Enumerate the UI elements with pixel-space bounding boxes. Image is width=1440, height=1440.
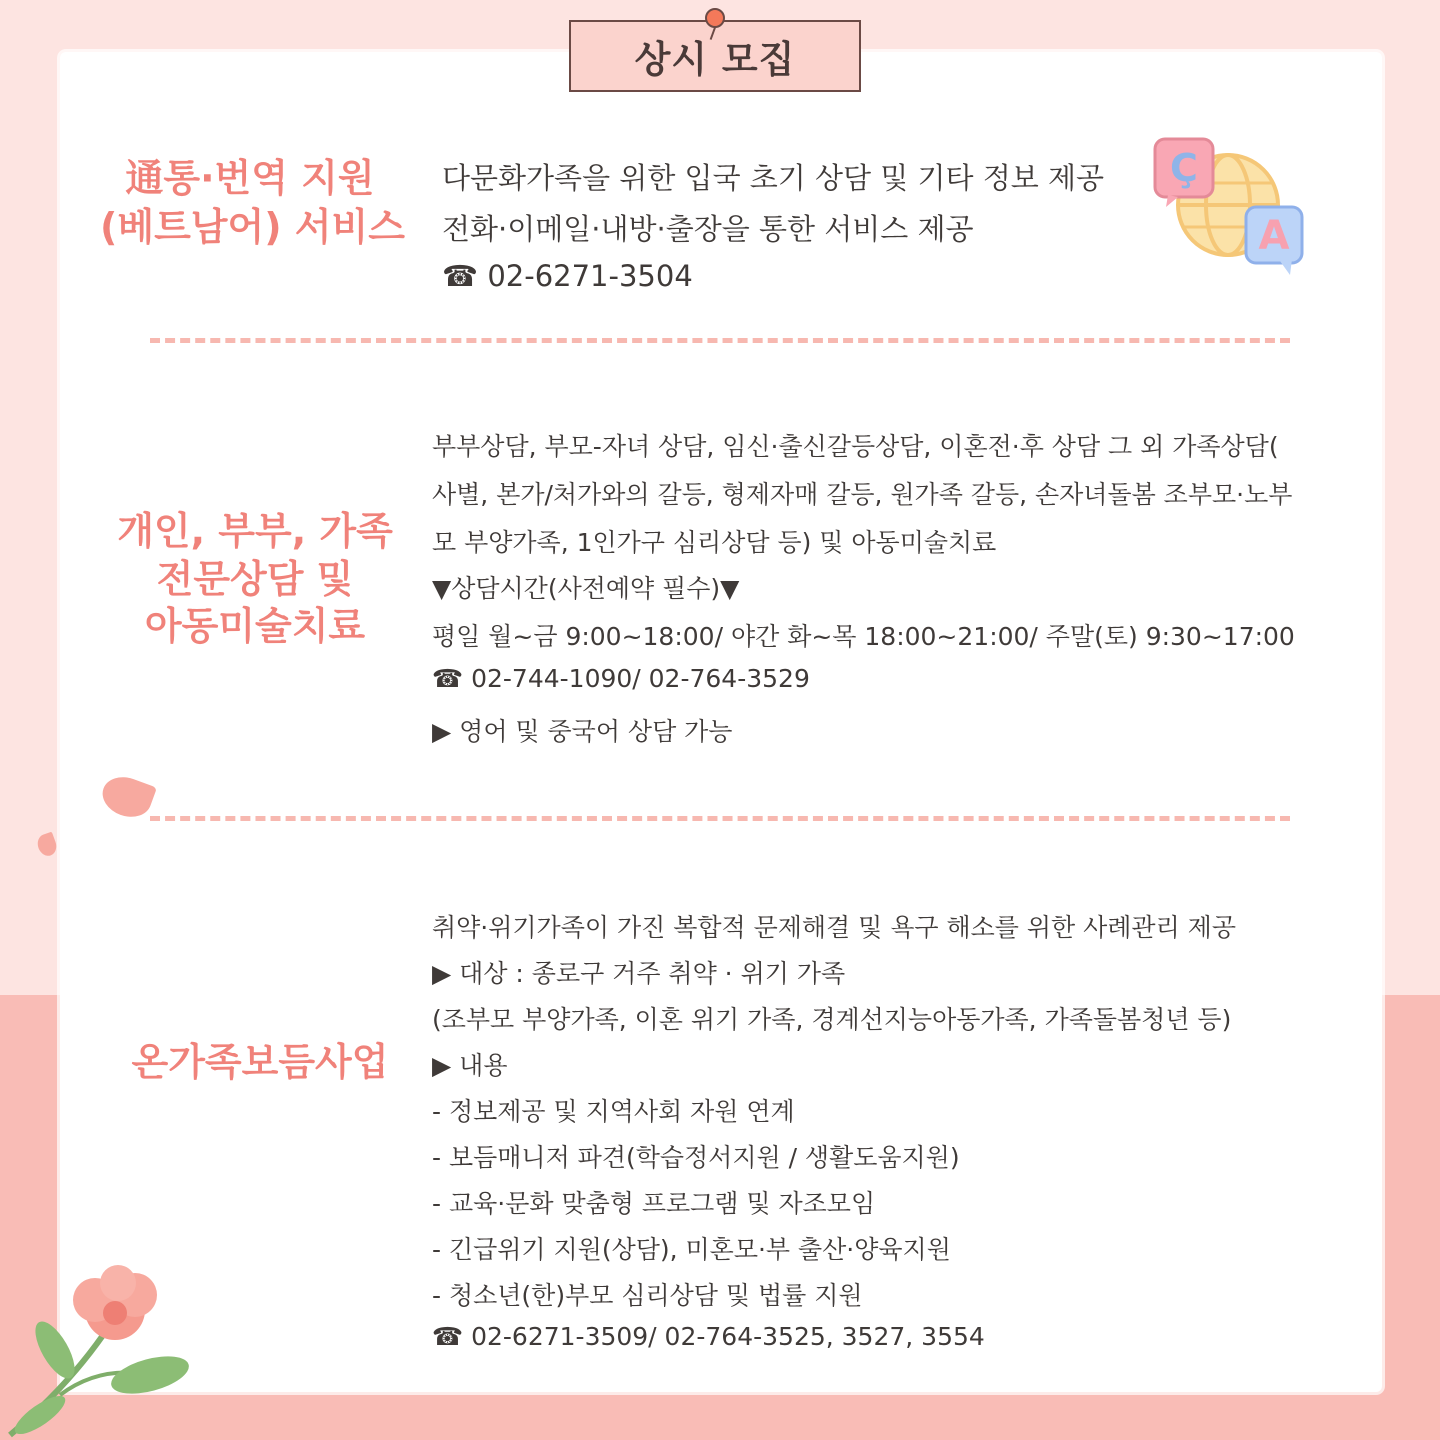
- section-title-line: 온가족보듬사업: [131, 1040, 389, 1084]
- section-line: 다문화가족을 위한 입국 초기 상담 및 기타 정보 제공: [442, 161, 1105, 195]
- list-item: - 교육·문화 맞춤형 프로그램 및 자조모임: [432, 1189, 876, 1218]
- pin-icon: [705, 8, 725, 28]
- section-title-counseling: [100, 508, 410, 651]
- section-title-line: (베트남어) 서비스: [100, 205, 405, 250]
- section-title-line: 개인, 부부, 가족: [117, 509, 393, 553]
- section-line: ▶ 대상 : 종로구 거주 취약 · 위기 가족: [432, 959, 846, 988]
- section-title-line: 전문상담 및: [156, 556, 354, 601]
- section-title-translation: [100, 154, 405, 253]
- section-line: 취약·위기가족이 가진 복합적 문제해결 및 욕구 해소를 위한 사례관리 제공: [432, 913, 1236, 942]
- translation-globe-icon: [1150, 135, 1310, 280]
- section-line: 부부상담, 부모-자녀 상담, 임신·출신갈등상담, 이혼전·후 상담 그 외 가족상담(: [432, 432, 1279, 461]
- phone-line: ☎ 02-6271-3504: [442, 259, 693, 293]
- section-line: (조부모 부양가족, 이혼 위기 가족, 경계선지능아동가족, 가족돌봄청년 등): [432, 1005, 1232, 1034]
- section-line: 사별, 본가/처가와의 갈등, 형제자매 갈등, 원가족 갈등, 손자녀돌봄 조부모·노부: [432, 480, 1293, 509]
- section-divider: [150, 338, 1290, 343]
- phone-line: ☎ 02-744-1090/ 02-764-3529: [432, 664, 810, 693]
- list-item: - 긴급위기 지원(상담), 미혼모·부 출산·양육지원: [432, 1235, 951, 1264]
- section-line: 전화·이메일·내방·출장을 통한 서비스 제공: [442, 212, 974, 246]
- svg-text:Ç: Ç: [1170, 146, 1198, 190]
- hours-line: 평일 월~금 9:00~18:00/ 야간 화~목 18:00~21:00/ 주말(토) 9:30~17:00: [432, 622, 1295, 651]
- section-title-line: 通통·번역 지원: [125, 156, 375, 200]
- svg-text:A: A: [1258, 213, 1290, 259]
- section-divider: [150, 816, 1290, 821]
- phone-line: ☎ 02-6271-3509/ 02-764-3525, 3527, 3554: [432, 1322, 985, 1351]
- title-tab: [569, 20, 861, 92]
- hours-heading: ▼상담시간(사전예약 필수)▼: [432, 574, 740, 603]
- section-line: ▶ 내용: [432, 1051, 508, 1080]
- list-item: - 보듬매니저 파견(학습정서지원 / 생활도움지원): [432, 1143, 960, 1172]
- section-line: 모 부양가족, 1인가구 심리상담 등) 및 아동미술치료: [432, 528, 997, 557]
- section-title-family-care: [110, 1038, 410, 1087]
- flower-decoration: [0, 1265, 220, 1440]
- section-line: ▶ 영어 및 중국어 상담 가능: [432, 717, 733, 746]
- list-item: - 정보제공 및 지역사회 자원 연계: [432, 1097, 795, 1126]
- list-item: - 청소년(한)부모 심리상담 및 법률 지원: [432, 1281, 863, 1310]
- page-title: 상시 모집: [634, 38, 796, 81]
- section-title-line: 아동미술치료: [144, 604, 366, 648]
